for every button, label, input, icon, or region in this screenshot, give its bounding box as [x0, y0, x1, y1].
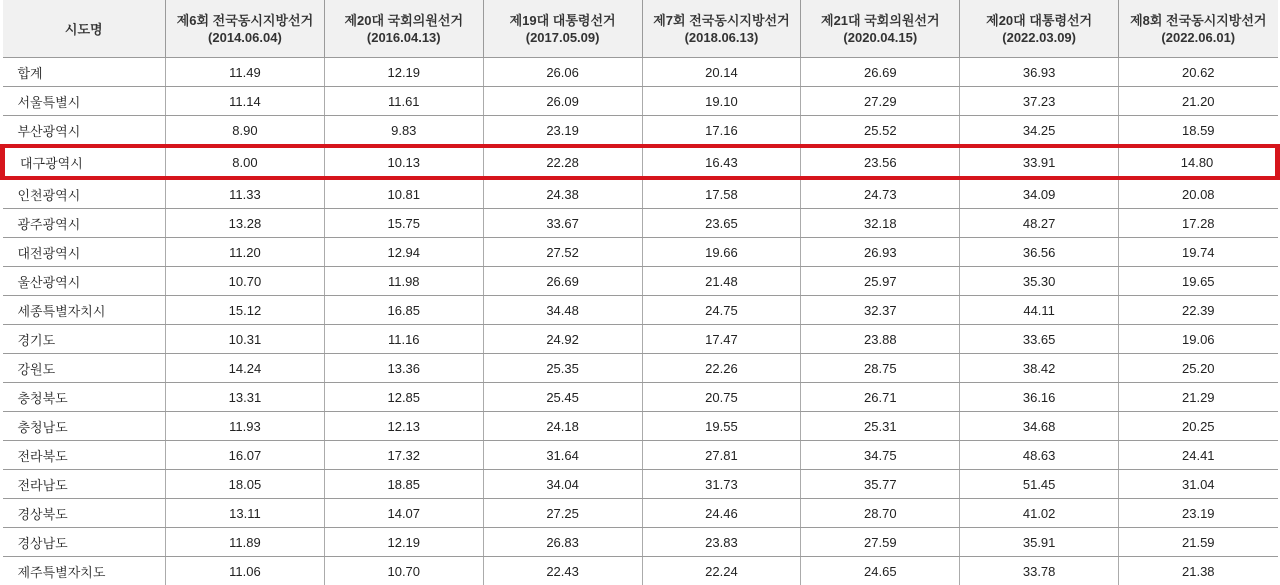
value-cell: 13.11: [166, 499, 325, 528]
table-row: [3, 87, 1278, 116]
value-cell: 36.56: [960, 238, 1119, 267]
table-body: [3, 58, 1278, 585]
value-cell: 24.92: [483, 325, 642, 354]
region-cell: 전라남도: [3, 470, 166, 499]
value-cell: 27.25: [483, 499, 642, 528]
table-row: [3, 267, 1278, 296]
value-cell: 11.89: [166, 528, 325, 557]
header-cell-election: [960, 0, 1119, 58]
value-cell: 14.24: [166, 354, 325, 383]
region-cell: 합계: [3, 58, 166, 87]
value-cell: 23.88: [801, 325, 960, 354]
region-cell: 울산광역시: [3, 267, 166, 296]
value-cell: 19.65: [1119, 267, 1278, 296]
value-cell: 25.52: [801, 116, 960, 147]
value-cell: 16.07: [166, 441, 325, 470]
region-cell: 인천광역시: [3, 178, 166, 209]
value-cell: 16.43: [642, 146, 801, 178]
region-cell: 대구광역시: [3, 146, 166, 178]
table-row: [3, 412, 1278, 441]
value-cell: 19.10: [642, 87, 801, 116]
value-cell: 23.65: [642, 209, 801, 238]
value-cell: 11.98: [324, 267, 483, 296]
value-cell: 33.65: [960, 325, 1119, 354]
header-cell-election: [801, 0, 960, 58]
header-cell-election: [483, 0, 642, 58]
election-date: (2020.04.15): [843, 29, 918, 45]
region-cell: 충청북도: [3, 383, 166, 412]
value-cell: 26.71: [801, 383, 960, 412]
election-date: (2014.06.04): [208, 29, 282, 45]
value-cell: 18.59: [1119, 116, 1278, 147]
value-cell: 33.78: [960, 557, 1119, 585]
value-cell: 15.75: [324, 209, 483, 238]
table-row: [3, 116, 1278, 147]
value-cell: 26.69: [801, 58, 960, 87]
value-cell: 27.52: [483, 238, 642, 267]
value-cell: 20.25: [1119, 412, 1278, 441]
value-cell: 9.83: [324, 116, 483, 147]
election-date: (2017.05.09): [525, 29, 600, 45]
value-cell: 12.13: [324, 412, 483, 441]
value-cell: 16.85: [324, 296, 483, 325]
value-cell: 10.31: [166, 325, 325, 354]
value-cell: 24.73: [801, 178, 960, 209]
value-cell: 11.93: [166, 412, 325, 441]
value-cell: 10.70: [324, 557, 483, 585]
table-row: [3, 499, 1278, 528]
election-date: (2018.06.13): [684, 29, 759, 45]
value-cell: 24.18: [483, 412, 642, 441]
value-cell: 26.09: [483, 87, 642, 116]
value-cell: 19.55: [642, 412, 801, 441]
value-cell: 31.04: [1119, 470, 1278, 499]
value-cell: 21.48: [642, 267, 801, 296]
value-cell: 33.91: [960, 146, 1119, 178]
region-cell: 서울특별시: [3, 87, 166, 116]
value-cell: 17.28: [1119, 209, 1278, 238]
value-cell: 23.19: [1119, 499, 1278, 528]
value-cell: 27.59: [801, 528, 960, 557]
value-cell: 15.12: [166, 296, 325, 325]
value-cell: 19.06: [1119, 325, 1278, 354]
value-cell: 34.25: [960, 116, 1119, 147]
header-cell-election: [1119, 0, 1278, 58]
value-cell: 21.38: [1119, 557, 1278, 585]
value-cell: 19.66: [642, 238, 801, 267]
value-cell: 22.39: [1119, 296, 1278, 325]
value-cell: 31.73: [642, 470, 801, 499]
table-row: [3, 238, 1278, 267]
region-cell: 강원도: [3, 354, 166, 383]
value-cell: 21.59: [1119, 528, 1278, 557]
value-cell: 17.58: [642, 178, 801, 209]
header-cell-election: [166, 0, 325, 58]
value-cell: 25.20: [1119, 354, 1278, 383]
value-cell: 20.75: [642, 383, 801, 412]
value-cell: 23.56: [801, 146, 960, 178]
table-row: [3, 209, 1278, 238]
value-cell: 24.46: [642, 499, 801, 528]
value-cell: 37.23: [960, 87, 1119, 116]
value-cell: 24.75: [642, 296, 801, 325]
table-row: [3, 296, 1278, 325]
value-cell: 38.42: [960, 354, 1119, 383]
value-cell: 14.07: [324, 499, 483, 528]
value-cell: 12.19: [324, 58, 483, 87]
region-cell: 경상남도: [3, 528, 166, 557]
value-cell: 20.62: [1119, 58, 1278, 87]
value-cell: 8.00: [166, 146, 325, 178]
value-cell: 11.20: [166, 238, 325, 267]
value-cell: 36.16: [960, 383, 1119, 412]
region-cell: 경상북도: [3, 499, 166, 528]
value-cell: 18.05: [166, 470, 325, 499]
value-cell: 22.43: [483, 557, 642, 585]
value-cell: 17.32: [324, 441, 483, 470]
value-cell: 27.81: [642, 441, 801, 470]
value-cell: 21.29: [1119, 383, 1278, 412]
header-row: [3, 0, 1278, 58]
table-row: [3, 58, 1278, 87]
value-cell: 23.19: [483, 116, 642, 147]
election-title: 제20대 국회의원선거: [344, 12, 464, 28]
table-row-highlighted: [3, 146, 1278, 178]
election-date: (2016.04.13): [366, 29, 441, 45]
value-cell: 11.16: [324, 325, 483, 354]
value-cell: 12.19: [324, 528, 483, 557]
value-cell: 10.13: [324, 146, 483, 178]
value-cell: 12.85: [324, 383, 483, 412]
value-cell: 11.49: [166, 58, 325, 87]
election-title: 제8회 전국동시지방선거: [1130, 12, 1267, 28]
value-cell: 25.45: [483, 383, 642, 412]
region-cell: 광주광역시: [3, 209, 166, 238]
value-cell: 26.06: [483, 58, 642, 87]
election-date: (2022.06.01): [1161, 29, 1236, 45]
value-cell: 28.75: [801, 354, 960, 383]
value-cell: 32.18: [801, 209, 960, 238]
value-cell: 22.24: [642, 557, 801, 585]
value-cell: 10.70: [166, 267, 325, 296]
header-cell-election: [324, 0, 483, 58]
value-cell: 35.30: [960, 267, 1119, 296]
value-cell: 20.08: [1119, 178, 1278, 209]
region-cell: 충청남도: [3, 412, 166, 441]
header-cell-region: 시도명: [3, 0, 166, 58]
value-cell: 34.09: [960, 178, 1119, 209]
value-cell: 34.68: [960, 412, 1119, 441]
region-cell: 제주특별자치도: [3, 557, 166, 585]
election-title: 제7회 전국동시지방선거: [653, 12, 790, 28]
value-cell: 26.69: [483, 267, 642, 296]
value-cell: 28.70: [801, 499, 960, 528]
value-cell: 48.63: [960, 441, 1119, 470]
value-cell: 8.90: [166, 116, 325, 147]
value-cell: 13.31: [166, 383, 325, 412]
value-cell: 36.93: [960, 58, 1119, 87]
value-cell: 27.29: [801, 87, 960, 116]
value-cell: 34.48: [483, 296, 642, 325]
election-title: 제21대 국회의원선거: [821, 12, 940, 28]
table-row: [3, 383, 1278, 412]
value-cell: 31.64: [483, 441, 642, 470]
region-cell: 대전광역시: [3, 238, 166, 267]
table-header: [3, 0, 1278, 58]
value-cell: 18.85: [324, 470, 483, 499]
value-cell: 25.35: [483, 354, 642, 383]
table-row: [3, 557, 1278, 585]
value-cell: 12.94: [324, 238, 483, 267]
value-cell: 17.16: [642, 116, 801, 147]
value-cell: 44.11: [960, 296, 1119, 325]
value-cell: 26.93: [801, 238, 960, 267]
value-cell: 24.38: [483, 178, 642, 209]
election-title: 제6회 전국동시지방선거: [176, 12, 314, 28]
value-cell: 11.61: [324, 87, 483, 116]
value-cell: 34.04: [483, 470, 642, 499]
table-row: [3, 528, 1278, 557]
election-date: (2022.03.09): [1002, 29, 1076, 45]
value-cell: 14.80: [1119, 146, 1278, 178]
value-cell: 24.65: [801, 557, 960, 585]
value-cell: 26.83: [483, 528, 642, 557]
value-cell: 35.91: [960, 528, 1119, 557]
value-cell: 34.75: [801, 441, 960, 470]
value-cell: 21.20: [1119, 87, 1278, 116]
value-cell: 13.28: [166, 209, 325, 238]
region-cell: 부산광역시: [3, 116, 166, 147]
table-row: [3, 178, 1278, 209]
value-cell: 23.83: [642, 528, 801, 557]
value-cell: 32.37: [801, 296, 960, 325]
value-cell: 24.41: [1119, 441, 1278, 470]
value-cell: 48.27: [960, 209, 1119, 238]
value-cell: 13.36: [324, 354, 483, 383]
election-title: 제19대 대통령선거: [509, 12, 616, 28]
value-cell: 25.97: [801, 267, 960, 296]
value-cell: 11.14: [166, 87, 325, 116]
value-cell: 20.14: [642, 58, 801, 87]
value-cell: 22.26: [642, 354, 801, 383]
value-cell: 33.67: [483, 209, 642, 238]
table-row: [3, 441, 1278, 470]
region-cell: 세종특별자치시: [3, 296, 166, 325]
table-row: [3, 470, 1278, 499]
value-cell: 51.45: [960, 470, 1119, 499]
value-cell: 41.02: [960, 499, 1119, 528]
table-row: [3, 325, 1278, 354]
value-cell: 10.81: [324, 178, 483, 209]
region-cell: 전라북도: [3, 441, 166, 470]
value-cell: 19.74: [1119, 238, 1278, 267]
value-cell: 11.06: [166, 557, 325, 585]
value-cell: 17.47: [642, 325, 801, 354]
header-cell-election: [642, 0, 801, 58]
value-cell: 25.31: [801, 412, 960, 441]
value-cell: 22.28: [483, 146, 642, 178]
table-row: [3, 354, 1278, 383]
region-cell: 경기도: [3, 325, 166, 354]
value-cell: 35.77: [801, 470, 960, 499]
value-cell: 11.33: [166, 178, 325, 209]
election-title: 제20대 대통령선거: [986, 12, 1093, 28]
